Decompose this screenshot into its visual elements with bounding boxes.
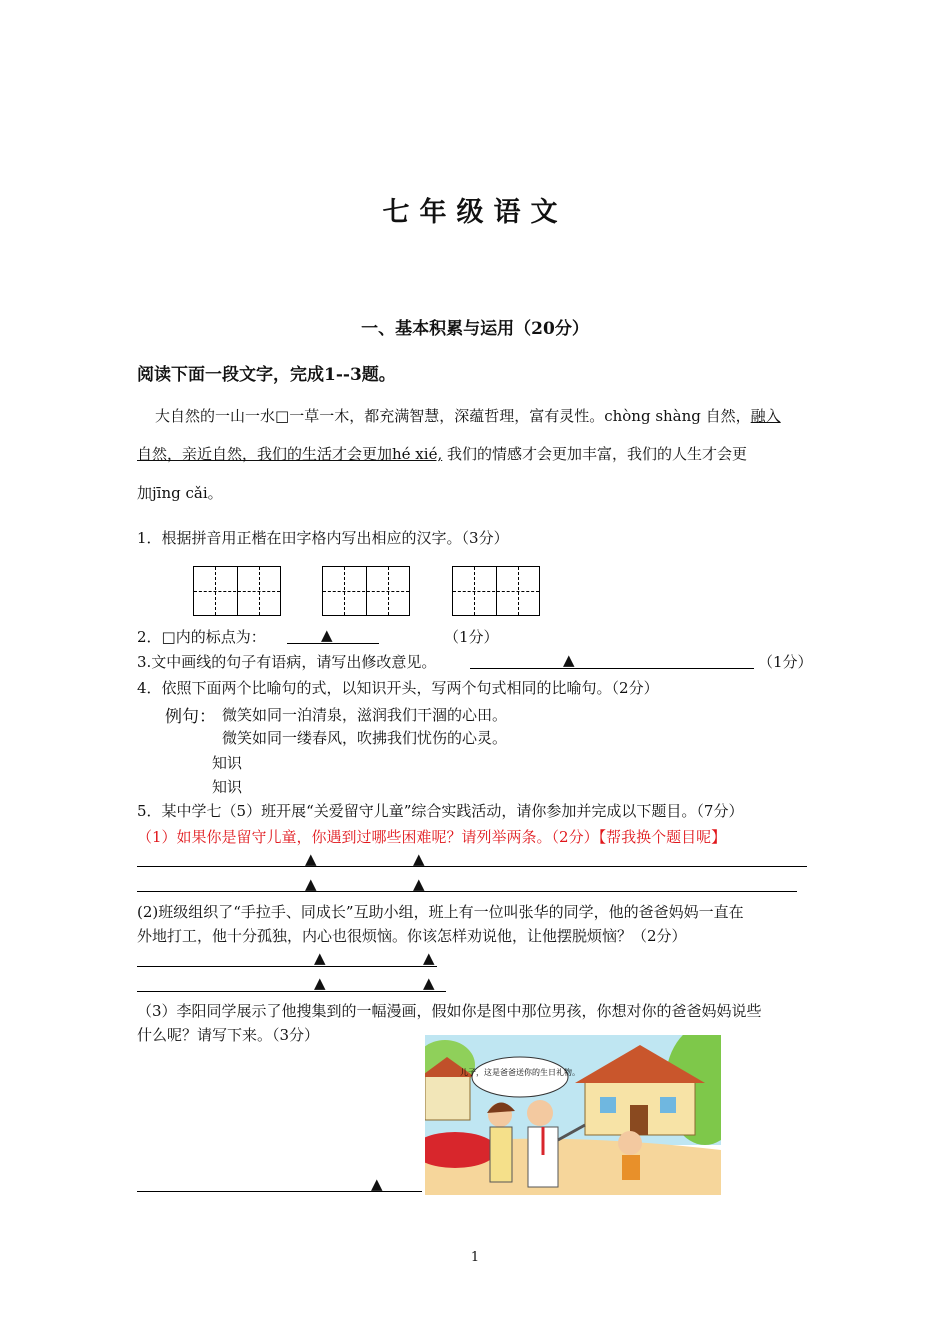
answer-line[interactable] [137,891,797,892]
question-3-score: （1分） [758,653,813,671]
question-4: 4．依照下面两个比喻句的式，以知识开头，写两个句式相同的比喻句。（2分） [137,679,659,697]
section-heading: 一、基本积累与运用（20分） [361,319,589,339]
comic-drawing [425,1035,721,1207]
answer-line[interactable] [137,866,807,867]
question-5-2-line-1: (2)班级组织了“手拉手、同成长”互助小组，班上有一位叫张华的同学，他的爸爸妈妈一直在 [137,903,744,921]
passage-line-3: 加jīng cǎi。 [137,484,223,502]
tianzige-grid[interactable] [452,566,540,616]
answer-marker: ▲ [314,974,326,992]
example-sentence-2: 微笑如同一缕春风，吹拂我们忧伤的心灵。 [222,729,508,747]
question-2: 2．□内的标点为： [137,628,266,646]
comic-illustration [425,1035,721,1207]
answer-marker: ▲ [314,949,326,967]
question-5-3-line-1: （3）李阳同学展示了他搜集到的一幅漫画，假如你是图中那位男孩，你想对你的爸爸妈妈说些 [137,1002,762,1020]
passage-text: 大自然的一山一水 [155,407,276,425]
answer-line[interactable] [287,643,379,644]
question-5: 5．某中学七（5）班开展“关爱留守儿童”综合实践活动，请你参加并完成以下题目。（7分） [137,802,744,820]
passage-text: 一草一木，都充满智慧，深蕴哲理，富有灵性。chòng shàng 自然， [289,407,751,425]
answer-marker: ▲ [413,875,425,893]
answer-marker: ▲ [305,875,317,893]
answer-prompt-1[interactable]: 知识 [212,754,243,772]
punctuation-box: □ [275,407,290,425]
page-title: 七年级语文 [382,197,568,228]
question-5-1: （1）如果你是留守儿童，你遇到过哪些困难呢？请列举两条。（2分）【帮我换个题目呢】 [137,828,727,846]
answer-line[interactable] [137,966,437,967]
answer-line[interactable] [137,991,446,992]
passage-line-2 [137,443,747,464]
question-1: 1．根据拼音用正楷在田字格内写出相应的汉字。（3分） [137,529,509,547]
question-2-score: （1分） [444,628,499,646]
underlined-sentence: 融入 [750,407,781,425]
answer-marker: ▲ [305,850,317,868]
answer-marker: ▲ [423,949,435,967]
passage-line-1 [155,405,781,426]
passage-text: 我们的情感才会更加丰富，我们的人生才会更 [442,445,747,463]
example-sentence-1: 微笑如同一泊清泉，滋润我们干涸的心田。 [222,706,508,724]
answer-line[interactable] [470,668,754,669]
reading-instruction: 阅读下面一段文字，完成1--3题。 [137,365,396,385]
tianzige-grid[interactable] [322,566,410,616]
answer-marker: ▲ [423,974,435,992]
speech-bubble-text: 儿子，这是爸爸送你的生日礼物。 [460,1068,580,1077]
answer-prompt-2[interactable]: 知识 [212,778,243,796]
answer-marker: ▲ [563,651,575,669]
underlined-sentence: 自然，亲近自然，我们的生活才会更加hé xié, [137,445,443,463]
tianzige-grid[interactable] [193,566,281,616]
example-label: 例句： [165,707,216,727]
answer-marker: ▲ [371,1175,383,1193]
question-5-3-line-2: 什么呢？请写下来。（3分） [137,1026,320,1044]
page-number: 1 [470,1250,480,1265]
answer-marker: ▲ [321,626,333,644]
question-3: 3.文中画线的句子有语病，请写出修改意见。 [137,653,437,671]
answer-marker: ▲ [413,850,425,868]
question-5-2-line-2: 外地打工，他十分孤独，内心也很烦恼。你该怎样劝说他，让他摆脱烦恼？（2分） [137,927,687,945]
